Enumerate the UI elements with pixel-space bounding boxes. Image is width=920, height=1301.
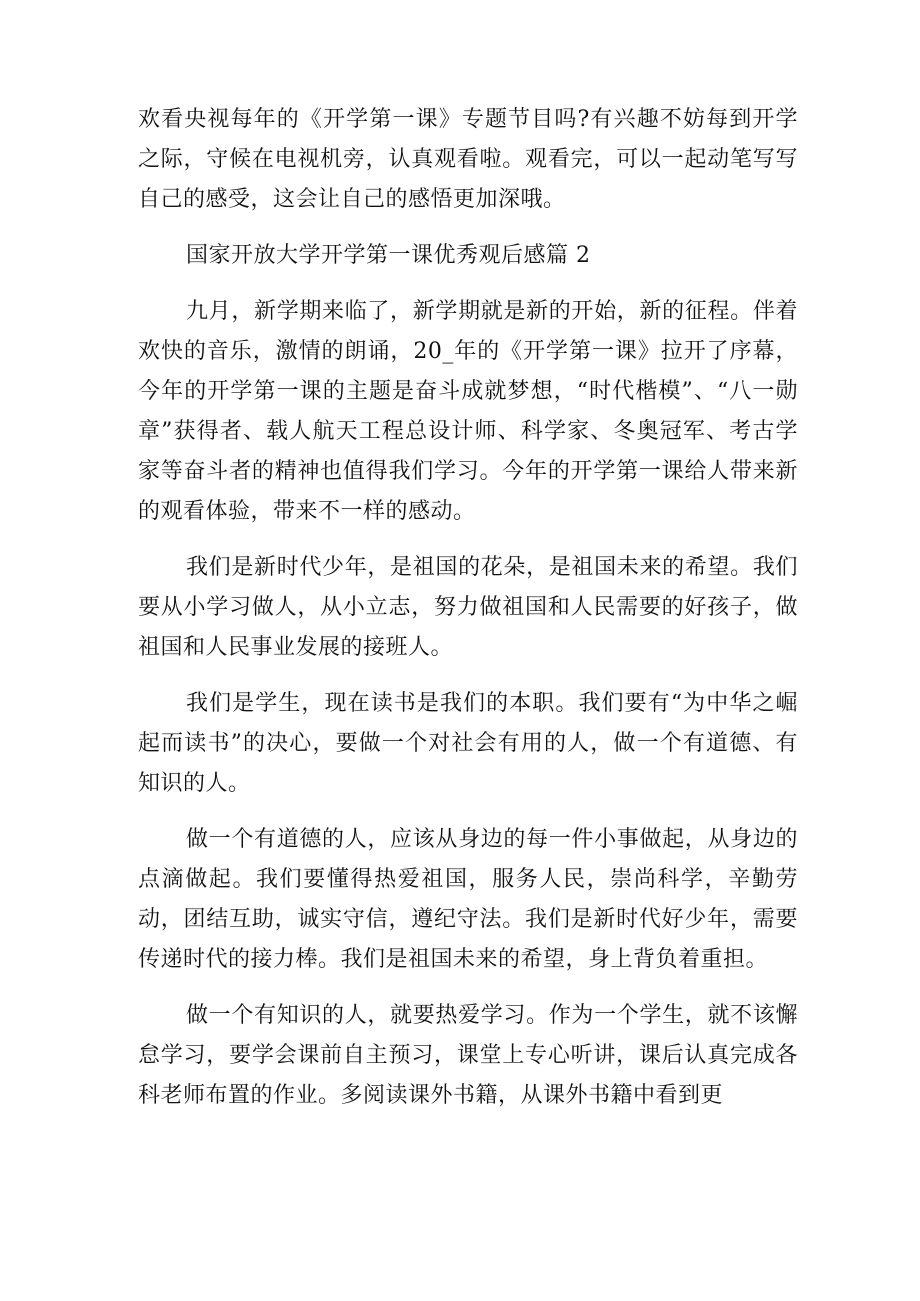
paragraph-4: 做一个有道德的人，应该从身边的每一件小事做起，从身边的点滴做起。我们要懂得热爱祖国，服务人民，崇尚科学，辛勤劳动，团结互助，诚实守信，遵纪守法。我们是新时代好少年，需要传递时代的接力棒。我们是祖国未来的希望，身上背负着重担。 (138, 827, 798, 972)
document-page (138, 100, 798, 1132)
paragraph-5: 做一个有知识的人，就要热爱学习。作为一个学生，就不该懈怠学习，要学会课前自主预习，课堂上专心听讲，课后认真完成各科老师布置的作业。多阅读课外书籍，从课外书籍中看到更 (138, 1003, 798, 1108)
intro-paragraph: 欢看央视每年的《开学第一课》专题节目吗?有兴趣不妨每到开学之际，守候在电视机旁，认真观看啦。观看完，可以一起动笔写写自己的感受，这会让自己的感悟更加深哦。 (138, 107, 798, 212)
paragraph-3: 我们是学生，现在读书是我们的本职。我们要有“为中华之崛起而读书”的决心，要做一个对社会有用的人，做一个有道德、有知识的人。 (138, 691, 798, 796)
paragraph-2: 我们是新时代少年，是祖国的花朵，是祖国未来的希望。我们要从小学习做人，从小立志，努力做祖国和人民需要的好孩子，做祖国和人民事业发展的接班人。 (138, 555, 798, 660)
section-title: 国家开放大学开学第一课优秀观后感篇 2 (186, 243, 591, 268)
paragraph-1: 九月，新学期来临了，新学期就是新的开始，新的征程。伴着欢快的音乐，激情的朗诵，20_年的《开学第一课》拉开了序幕，今年的开学第一课的主题是奋斗成就梦想，“时代楷模”、“八一勋章”获得者、载人航天工程总设计师、科学家、冬奥冠军、考古学家等奋斗者的精神也值得我们学习。今年的开学第一课给人带来新的观看体验，带来不一样的感动。 (138, 299, 798, 524)
